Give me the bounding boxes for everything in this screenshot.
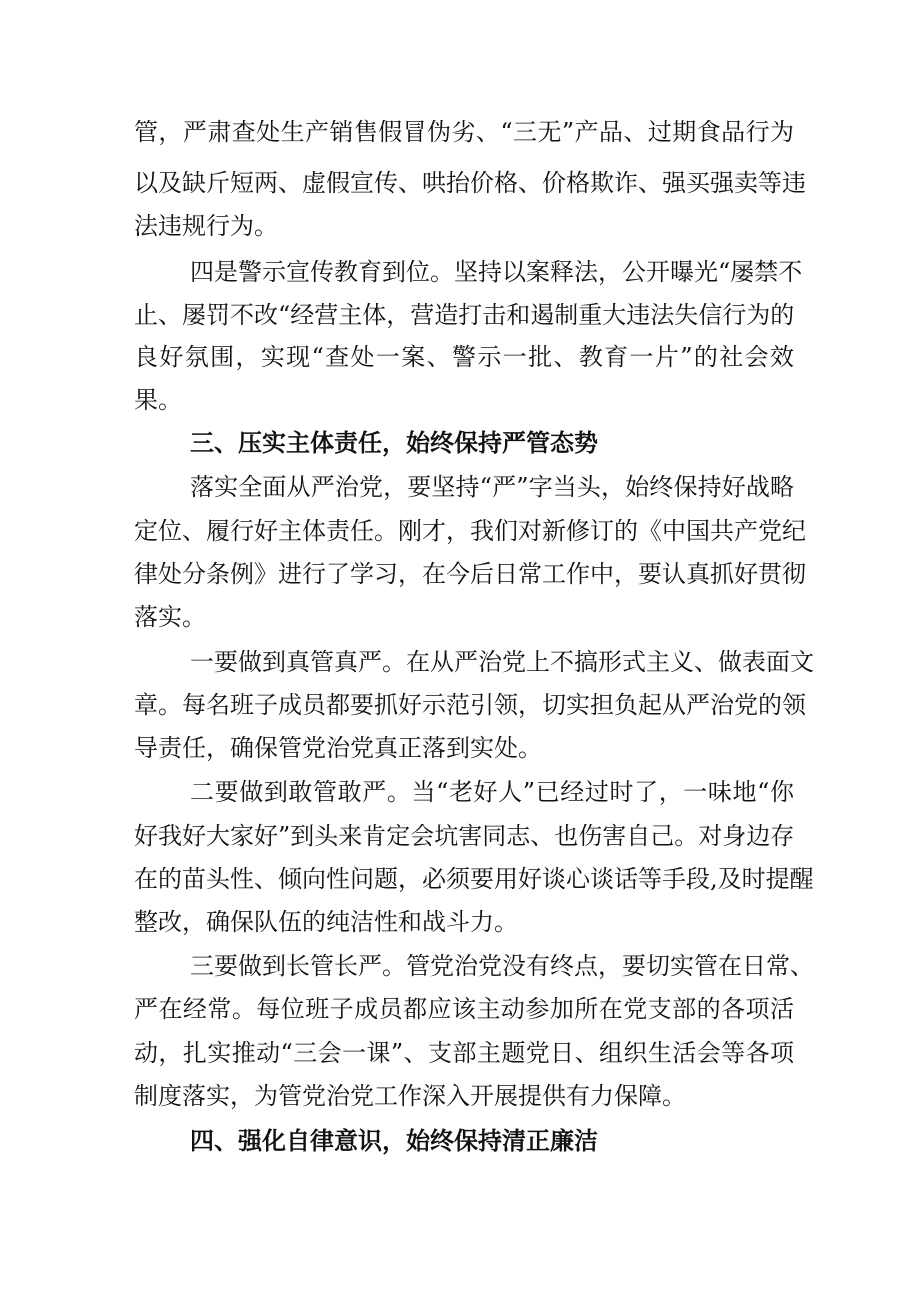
paragraph-3-line-1: 落实全面从严治党，要坚持“严”字当头，始终保持好战略	[190, 473, 794, 501]
paragraph-6-line-1: 三要做到长管长严。管党治党没有终点，要切实管在日常、	[190, 952, 814, 980]
paragraph-1-line-1: 管，严肃查处生产销售假冒伪劣、“三无”产品、过期食品行为	[134, 118, 794, 146]
paragraph-1-line-2: 以及缺斤短两、虚假宣传、哄抬价格、价格欺诈、强买强卖等违	[134, 169, 806, 197]
paragraph-3-line-4: 落实。	[134, 603, 206, 631]
paragraph-2-line-2: 止、屡罚不改“经营主体，营造打击和遏制重大违法失信行为的	[134, 301, 795, 329]
section-heading-3: 三、压实主体责任，始终保持严管态势	[190, 429, 598, 457]
paragraph-6-line-2: 严在经常。每位班子成员都应该主动参加所在党支部的各项活	[134, 995, 794, 1023]
paragraph-5-line-3: 在的苗头性、倾向性问题，必须要用好谈心谈话等手段,及时提醒	[134, 865, 814, 893]
section-heading-4: 四、强化自律意识，始终保持清正廉洁	[190, 1127, 598, 1155]
paragraph-2-line-4: 果。	[134, 386, 182, 414]
paragraph-4-line-2: 章。每名班子成员都要抓好示范引领，切实担负起从严治党的领	[134, 691, 806, 719]
paragraph-4-line-3: 导责任，确保管党治党真正落到实处。	[134, 734, 542, 762]
paragraph-6-line-4: 制度落实，为管党治党工作深入开展提供有力保障。	[134, 1082, 686, 1110]
paragraph-3-line-2: 定位、履行好主体责任。刚才，我们对新修订的《中国共产党纪	[134, 517, 806, 545]
paragraph-2-line-1: 四是警示宣传教育到位。坚持以案释法，公开曝光“屡禁不	[190, 258, 803, 286]
paragraph-4-line-1: 一要做到真管真严。在从严治党上不搞形式主义、做表面文	[190, 648, 814, 676]
paragraph-3-line-3: 律处分条例》进行了学习，在今后日常工作中，要认真抓好贯彻	[134, 560, 806, 588]
paragraph-5-line-2: 好我好大家好”到头来肯定会坑害同志、也伤害自己。对身边存	[134, 822, 795, 850]
paragraph-2-line-3: 良好氛围，实现“查处一案、警示一批、教育一片”的社会效	[134, 343, 794, 371]
paragraph-5-line-1: 二要做到敢管敢严。当“老好人”已经过时了，一味地“你	[190, 778, 794, 806]
paragraph-1-line-3: 法违规行为。	[134, 212, 278, 240]
paragraph-5-line-4: 整改，确保队伍的纯洁性和战斗力。	[134, 908, 518, 936]
paragraph-6-line-3: 动，扎实推动“三会一课”、支部主题党日、组织生活会等各项	[134, 1039, 794, 1067]
